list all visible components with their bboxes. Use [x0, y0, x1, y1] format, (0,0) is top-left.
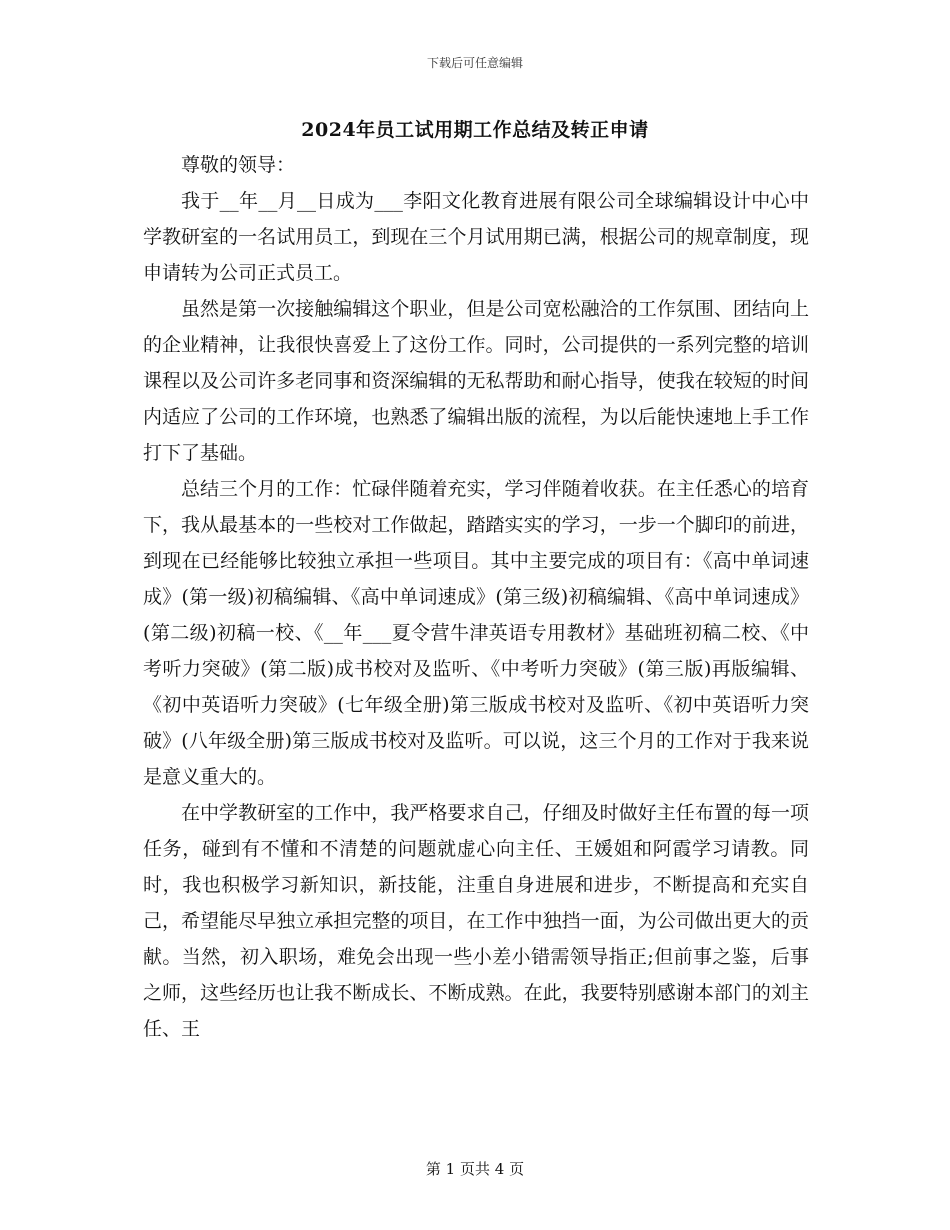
paragraph-2: 虽然是第一次接触编辑这个职业，但是公司宽松融洽的工作氛围、团结向上的企业精神，让我很快喜爱上了这份工作。同时，公司提供的一系列完整的培训课程以及公司许多老同事和资深编辑的无私帮助和耐心指导，使我在较短的时间内适应了公司的工作环境，也熟悉了编辑出版的流程，为以后能快速地上手工作打下了基础。	[143, 298, 809, 464]
page-number: 第 1 页共 4 页	[425, 1160, 525, 1178]
paragraph-1: 我于__年__月__日成为___李阳文化教育进展有限公司全球编辑设计中心中学教研室的一名试用员工，到现在三个月试用期已满，根据公司的规章制度，现申请转为公司正式员工。	[143, 190, 809, 284]
paragraph-3: 总结三个月的工作：忙碌伴随着充实，学习伴随着收获。在主任悉心的培育下，我从最基本的一些校对工作做起，踏踏实实的学习，一步一个脚印的前进，到现在已经能够比较独立承担一些项目。其中主要完成的项目有：《高中单词速成》(第一级)初稿编辑、《高中单词速成》(第三级)初稿编辑、《高中单词速成》(第二级)初稿一校、《__年___夏令营牛津英语专用教材》基础班初稿二校、《中考听力突破》(第二版)成书校对及监听、《中考听力突破》(第三版)再版编辑、《初中英语听力突破》(七年级全册)第三版成书校对及监听、《初中英语听力突破》(八年级全册)第三版成书校对及监听。可以说，这三个月的工作对于我来说是意义重大的。	[143, 478, 809, 788]
header-note: 下载后可任意编辑	[426, 56, 523, 70]
paragraph-4: 在中学教研室的工作中，我严格要求自己，仔细及时做好主任布置的每一项任务，碰到有不懂和不清楚的问题就虚心向主任、王媛姐和阿霞学习请教。同时，我也积极学习新知识，新技能，注重自身进展和进步，不断提高和充实自己，希望能尽早独立承担完整的项目，在工作中独挡一面，为公司做出更大的贡献。当然，初入职场，难免会出现一些小差小错需领导指正;但前事之鉴，后事之师，这些经历也让我不断成长、不断成熟。在此，我要特别感谢本部门的刘主任、王	[143, 802, 809, 1040]
document-body	[143, 147, 809, 1047]
document-title: 2024年员工试用期工作总结及转正申请	[301, 119, 649, 141]
salutation: 尊敬的领导：	[181, 154, 296, 176]
